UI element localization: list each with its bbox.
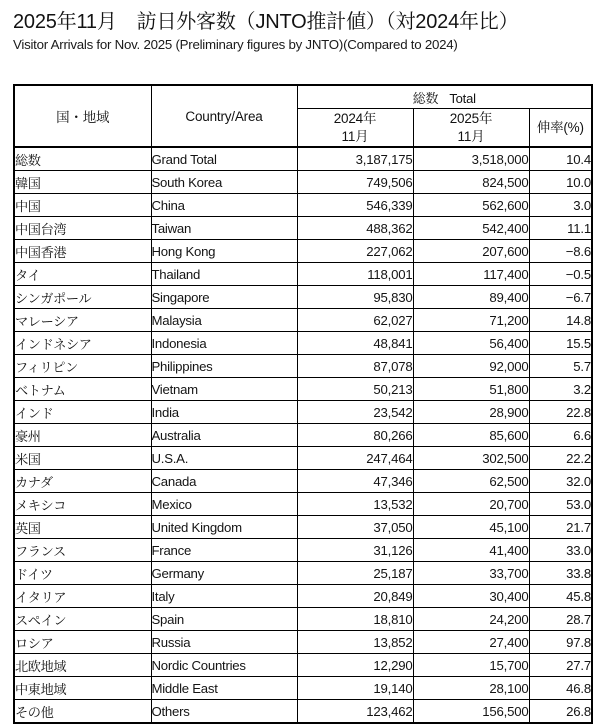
cell-country-jp: 韓国	[14, 171, 151, 194]
cell-value-2024: 25,187	[297, 562, 413, 585]
table-row	[14, 217, 592, 240]
cell-country-jp: タイ	[14, 263, 151, 286]
cell-country-jp: カナダ	[14, 470, 151, 493]
cell-value-2024: 95,830	[297, 286, 413, 309]
page-title-period: 2025年11月	[13, 11, 117, 33]
cell-growth-rate: 46.8	[529, 677, 592, 700]
cell-country-jp: シンガポール	[14, 286, 151, 309]
cell-country-jp: メキシコ	[14, 493, 151, 516]
cell-value-2024: 12,290	[297, 654, 413, 677]
cell-growth-rate: −0.5	[529, 263, 592, 286]
cell-country-en: Vietnam	[151, 378, 297, 401]
cell-country-en: Germany	[151, 562, 297, 585]
cell-country-jp: ベトナム	[14, 378, 151, 401]
table-row	[14, 309, 592, 332]
cell-country-jp: ロシア	[14, 631, 151, 654]
cell-growth-rate: 15.5	[529, 332, 592, 355]
cell-growth-rate: 28.7	[529, 608, 592, 631]
cell-country-jp: 豪州	[14, 424, 151, 447]
cell-country-en: Nordic Countries	[151, 654, 297, 677]
table-header	[14, 85, 592, 147]
cell-value-2025: 62,500	[413, 470, 529, 493]
cell-country-jp: フィリピン	[14, 355, 151, 378]
table-row	[14, 447, 592, 470]
cell-country-en: China	[151, 194, 297, 217]
cell-value-2024: 23,542	[297, 401, 413, 424]
cell-value-2025: 117,400	[413, 263, 529, 286]
cell-country-en: Malaysia	[151, 309, 297, 332]
cell-value-2025: 85,600	[413, 424, 529, 447]
page-title	[13, 9, 598, 35]
table-row	[14, 700, 592, 724]
total-group-label-jp: 総数	[412, 90, 439, 106]
cell-value-2025: 15,700	[413, 654, 529, 677]
table-row	[14, 631, 592, 654]
cell-value-2025: 27,400	[413, 631, 529, 654]
column-header-country-en: Country/Area	[151, 85, 297, 147]
cell-country-en: India	[151, 401, 297, 424]
cell-country-en: Middle East	[151, 677, 297, 700]
column-header-country-jp: 国・地域	[14, 85, 151, 147]
cell-value-2024: 749,506	[297, 171, 413, 194]
cell-country-en: Mexico	[151, 493, 297, 516]
cell-value-2024: 62,027	[297, 309, 413, 332]
cell-value-2025: 30,400	[413, 585, 529, 608]
cell-growth-rate: 3.0	[529, 194, 592, 217]
cell-value-2024: 247,464	[297, 447, 413, 470]
visitor-arrivals-table	[13, 84, 593, 724]
cell-growth-rate: 21.7	[529, 516, 592, 539]
table-row	[14, 332, 592, 355]
cell-value-2025: 24,200	[413, 608, 529, 631]
table-row	[14, 286, 592, 309]
table-row	[14, 194, 592, 217]
cell-growth-rate: 33.8	[529, 562, 592, 585]
cell-growth-rate: 32.0	[529, 470, 592, 493]
cell-country-jp: 英国	[14, 516, 151, 539]
page-subtitle: Visitor Arrivals for Nov. 2025 (Preliminary figures by JNTO)(Compared to 2024)	[13, 37, 458, 52]
column-header-total-group	[297, 85, 592, 109]
column-header-2024-month: 11月	[341, 128, 369, 144]
table-row	[14, 424, 592, 447]
cell-growth-rate: 5.7	[529, 355, 592, 378]
cell-value-2025: 28,100	[413, 677, 529, 700]
column-header-2024-year: 2024年	[333, 110, 377, 126]
column-header-2024	[297, 109, 413, 148]
cell-country-en: Hong Kong	[151, 240, 297, 263]
cell-value-2024: 31,126	[297, 539, 413, 562]
cell-value-2024: 19,140	[297, 677, 413, 700]
table-header-row-group	[14, 85, 592, 109]
cell-country-jp: 北欧地域	[14, 654, 151, 677]
column-header-2025-month: 11月	[457, 128, 485, 144]
column-header-2025-year: 2025年	[449, 110, 493, 126]
cell-country-en: Indonesia	[151, 332, 297, 355]
table-row	[14, 470, 592, 493]
table-row	[14, 355, 592, 378]
cell-growth-rate: −6.7	[529, 286, 592, 309]
table-row	[14, 608, 592, 631]
cell-value-2024: 80,266	[297, 424, 413, 447]
cell-country-en: Canada	[151, 470, 297, 493]
cell-country-jp: 中国	[14, 194, 151, 217]
cell-value-2024: 13,532	[297, 493, 413, 516]
cell-country-jp: マレーシア	[14, 309, 151, 332]
cell-growth-rate: 33.0	[529, 539, 592, 562]
cell-value-2025: 302,500	[413, 447, 529, 470]
cell-value-2025: 33,700	[413, 562, 529, 585]
cell-country-en: Spain	[151, 608, 297, 631]
cell-country-en: Italy	[151, 585, 297, 608]
cell-value-2025: 156,500	[413, 700, 529, 724]
cell-growth-rate: 45.8	[529, 585, 592, 608]
total-group-label-en: Total	[449, 90, 476, 106]
cell-country-en: South Korea	[151, 171, 297, 194]
table-row	[14, 677, 592, 700]
cell-value-2025: 45,100	[413, 516, 529, 539]
cell-country-jp: その他	[14, 700, 151, 724]
table-row	[14, 585, 592, 608]
cell-growth-rate: 11.1	[529, 217, 592, 240]
cell-country-jp: 中東地域	[14, 677, 151, 700]
cell-growth-rate: 26.8	[529, 700, 592, 724]
cell-value-2024: 488,362	[297, 217, 413, 240]
cell-value-2025: 71,200	[413, 309, 529, 332]
table-row	[14, 562, 592, 585]
page-title-subject: 訪日外客数（JNTO推計値）（対2024年比）	[136, 11, 519, 33]
cell-country-en: Thailand	[151, 263, 297, 286]
cell-value-2025: 3,518,000	[413, 147, 529, 171]
cell-value-2024: 48,841	[297, 332, 413, 355]
cell-growth-rate: 53.0	[529, 493, 592, 516]
cell-value-2024: 123,462	[297, 700, 413, 724]
cell-growth-rate: −8.6	[529, 240, 592, 263]
column-header-growth-rate: 伸率(%)	[529, 109, 592, 148]
cell-growth-rate: 3.2	[529, 378, 592, 401]
cell-value-2024: 546,339	[297, 194, 413, 217]
cell-value-2024: 37,050	[297, 516, 413, 539]
cell-growth-rate: 22.8	[529, 401, 592, 424]
cell-country-en: Australia	[151, 424, 297, 447]
column-header-2025	[413, 109, 529, 148]
cell-growth-rate: 10.0	[529, 171, 592, 194]
cell-value-2024: 87,078	[297, 355, 413, 378]
cell-country-en: France	[151, 539, 297, 562]
cell-growth-rate: 6.6	[529, 424, 592, 447]
visitor-arrivals-table-container	[13, 84, 591, 724]
cell-country-en: Philippines	[151, 355, 297, 378]
title-block	[13, 9, 598, 54]
table-body	[14, 147, 592, 723]
cell-country-jp: インド	[14, 401, 151, 424]
cell-value-2025: 542,400	[413, 217, 529, 240]
cell-growth-rate: 97.8	[529, 631, 592, 654]
cell-country-jp: 中国香港	[14, 240, 151, 263]
cell-value-2024: 50,213	[297, 378, 413, 401]
cell-growth-rate: 10.4	[529, 147, 592, 171]
cell-value-2025: 51,800	[413, 378, 529, 401]
cell-country-jp: 中国台湾	[14, 217, 151, 240]
cell-growth-rate: 27.7	[529, 654, 592, 677]
cell-country-jp: スペイン	[14, 608, 151, 631]
cell-value-2024: 20,849	[297, 585, 413, 608]
cell-value-2024: 47,346	[297, 470, 413, 493]
cell-value-2024: 3,187,175	[297, 147, 413, 171]
cell-country-jp: フランス	[14, 539, 151, 562]
cell-value-2025: 92,000	[413, 355, 529, 378]
table-row	[14, 493, 592, 516]
table-row	[14, 401, 592, 424]
table-row	[14, 539, 592, 562]
cell-country-en: Singapore	[151, 286, 297, 309]
cell-country-jp: ドイツ	[14, 562, 151, 585]
table-row	[14, 378, 592, 401]
cell-value-2025: 89,400	[413, 286, 529, 309]
table-row	[14, 263, 592, 286]
cell-growth-rate: 14.8	[529, 309, 592, 332]
cell-country-jp: 総数	[14, 147, 151, 171]
cell-country-en: United Kingdom	[151, 516, 297, 539]
cell-value-2024: 118,001	[297, 263, 413, 286]
cell-value-2025: 20,700	[413, 493, 529, 516]
table-row	[14, 240, 592, 263]
cell-country-jp: インドネシア	[14, 332, 151, 355]
cell-country-jp: イタリア	[14, 585, 151, 608]
table-row	[14, 654, 592, 677]
cell-value-2025: 56,400	[413, 332, 529, 355]
cell-value-2024: 227,062	[297, 240, 413, 263]
cell-value-2025: 824,500	[413, 171, 529, 194]
cell-value-2025: 41,400	[413, 539, 529, 562]
cell-country-en: Russia	[151, 631, 297, 654]
cell-country-en: Taiwan	[151, 217, 297, 240]
cell-value-2024: 18,810	[297, 608, 413, 631]
cell-value-2025: 207,600	[413, 240, 529, 263]
table-row	[14, 171, 592, 194]
cell-country-jp: 米国	[14, 447, 151, 470]
cell-value-2024: 13,852	[297, 631, 413, 654]
cell-value-2025: 28,900	[413, 401, 529, 424]
cell-country-en: Grand Total	[151, 147, 297, 171]
table-row	[14, 147, 592, 171]
cell-country-en: U.S.A.	[151, 447, 297, 470]
table-row	[14, 516, 592, 539]
cell-value-2025: 562,600	[413, 194, 529, 217]
cell-growth-rate: 22.2	[529, 447, 592, 470]
cell-country-en: Others	[151, 700, 297, 724]
